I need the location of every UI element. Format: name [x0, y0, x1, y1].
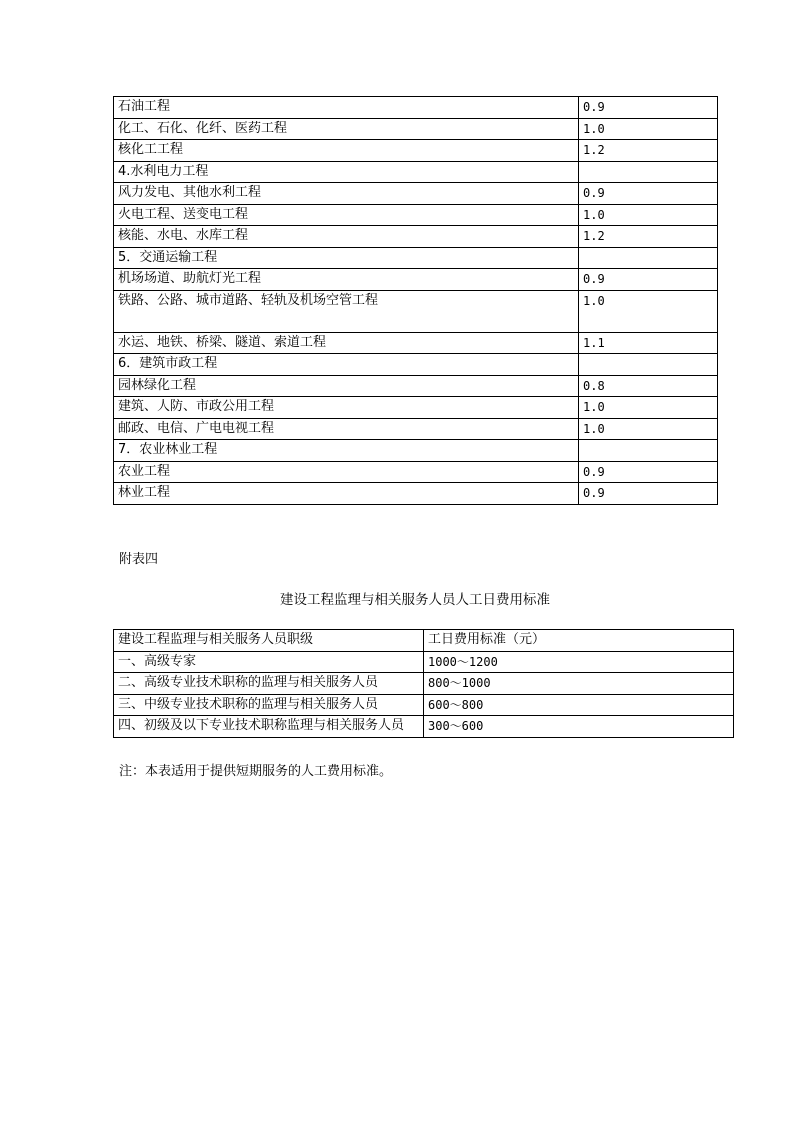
coefficient-cell: 0.8: [579, 375, 718, 397]
fee-cell: 600～800: [424, 694, 734, 716]
coefficient-cell: 0.9: [579, 97, 718, 119]
project-type-cell: 风力发电、其他水利工程: [114, 183, 579, 205]
project-type-cell: 林业工程: [114, 483, 579, 505]
appendix-label: 附表四: [119, 552, 159, 567]
coefficient-cell: 1.1: [579, 332, 718, 354]
table-row: [114, 440, 718, 462]
coefficient-cell: [579, 440, 718, 462]
coefficient-cell: [579, 354, 718, 376]
coefficient-cell: 0.9: [579, 483, 718, 505]
coefficient-cell: 1.0: [579, 290, 718, 332]
coefficient-cell: [579, 161, 718, 183]
project-type-cell: 核化工工程: [114, 140, 579, 162]
table-row: [114, 290, 718, 332]
table-row: [114, 332, 718, 354]
table-row: [114, 269, 718, 291]
coefficient-cell: 1.2: [579, 226, 718, 248]
project-type-cell: 化工、石化、化纤、医药工程: [114, 118, 579, 140]
adjustment-coefficient-table: [113, 96, 718, 505]
table-row: [114, 204, 718, 226]
table-row: [114, 673, 734, 695]
table-row: [114, 140, 718, 162]
coefficient-cell: 1.2: [579, 140, 718, 162]
table-row: [114, 183, 718, 205]
table-note: 注：本表适用于提供短期服务的人工费用标准。: [119, 764, 393, 779]
personnel-level-cell: 四、初级及以下专业技术职称监理与相关服务人员: [114, 716, 424, 738]
project-type-cell: 铁路、公路、城市道路、轻轨及机场空管工程: [114, 290, 579, 332]
table-row: [114, 375, 718, 397]
coefficient-cell: 1.0: [579, 418, 718, 440]
fee-cell: 300～600: [424, 716, 734, 738]
fee-table-title: 建设工程监理与相关服务人员人工日费用标准: [280, 592, 550, 608]
fee-cell: 800～1000: [424, 673, 734, 695]
project-type-cell: 石油工程: [114, 97, 579, 119]
table-row: [114, 247, 718, 269]
coefficient-cell: 0.9: [579, 269, 718, 291]
project-type-cell: 火电工程、送变电工程: [114, 204, 579, 226]
personnel-level-cell: 二、高级专业技术职称的监理与相关服务人员: [114, 673, 424, 695]
table-row: [114, 226, 718, 248]
category-heading-cell: 6．建筑市政工程: [114, 354, 579, 376]
personnel-level-cell: 一、高级专家: [114, 651, 424, 673]
coefficient-cell: 0.9: [579, 461, 718, 483]
coefficient-cell: 0.9: [579, 183, 718, 205]
table-row: [114, 354, 718, 376]
project-type-cell: 农业工程: [114, 461, 579, 483]
category-heading-cell: 5．交通运输工程: [114, 247, 579, 269]
project-type-cell: 核能、水电、水库工程: [114, 226, 579, 248]
header-cell-fee: 工日费用标准（元）: [424, 630, 734, 652]
project-type-cell: 机场场道、助航灯光工程: [114, 269, 579, 291]
coefficient-cell: 1.0: [579, 204, 718, 226]
personnel-level-cell: 三、中级专业技术职称的监理与相关服务人员: [114, 694, 424, 716]
coefficient-cell: 1.0: [579, 118, 718, 140]
table-row: [114, 118, 718, 140]
coefficient-cell: [579, 247, 718, 269]
table-row: [114, 716, 734, 738]
table-row: [114, 418, 718, 440]
table-row: [114, 694, 734, 716]
table-row: [114, 97, 718, 119]
labor-fee-standard-table: [113, 629, 734, 738]
category-heading-cell: 4.水利电力工程: [114, 161, 579, 183]
table-row: [114, 397, 718, 419]
project-type-cell: 建筑、人防、市政公用工程: [114, 397, 579, 419]
table-row: [114, 161, 718, 183]
project-type-cell: 水运、地铁、桥梁、隧道、索道工程: [114, 332, 579, 354]
project-type-cell: 园林绿化工程: [114, 375, 579, 397]
header-cell-level: 建设工程监理与相关服务人员职级: [114, 630, 424, 652]
coefficient-cell: 1.0: [579, 397, 718, 419]
project-type-cell: 邮政、电信、广电电视工程: [114, 418, 579, 440]
table-row: [114, 483, 718, 505]
table-row: [114, 651, 734, 673]
category-heading-cell: 7．农业林业工程: [114, 440, 579, 462]
fee-cell: 1000～1200: [424, 651, 734, 673]
table-header-row: [114, 630, 734, 652]
table-row: [114, 461, 718, 483]
